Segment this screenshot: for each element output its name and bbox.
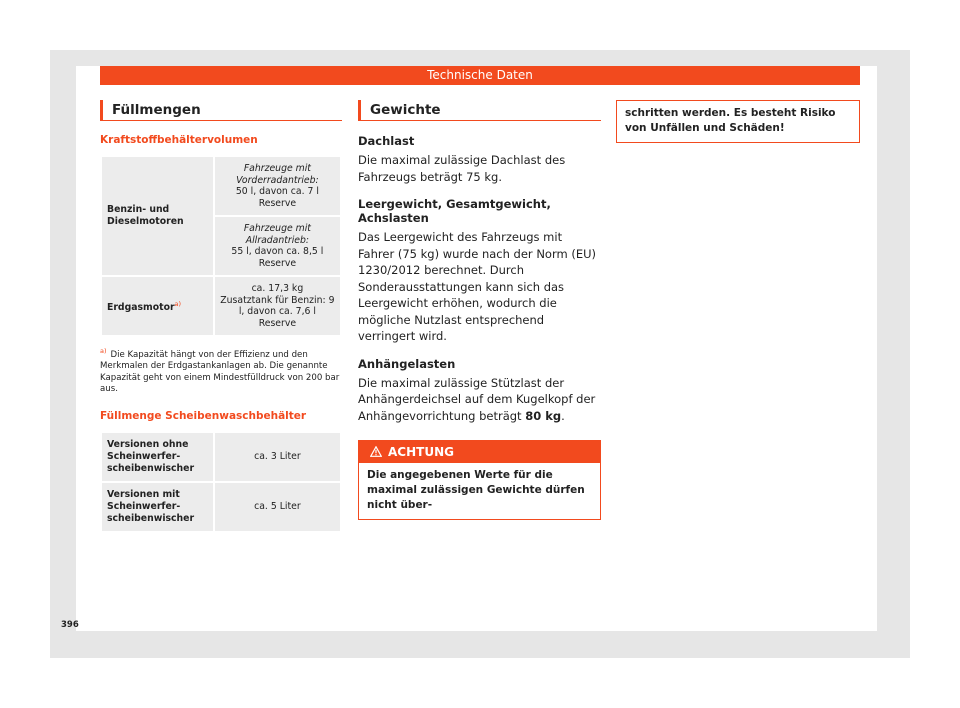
footnote-mark: a) [100,347,107,355]
awd-label: Fahrzeuge mit Allradantrieb: [243,223,311,246]
table-cell-value [214,276,341,336]
table-row [101,482,341,532]
warning-header [359,441,600,463]
table-cell-value [214,156,341,216]
cng-extra: Zusatztank für Benzin: 9 l, davon ca. 7,6 l Reserve [220,294,335,329]
fuel-tank-table [100,155,342,337]
table-cell-label: Benzin- und Dieselmotoren [101,156,214,276]
text-dachlast: Die maximal zulässige Dachlast des Fahrzeugs beträgt 75 kg. [358,153,566,184]
column-fuellmengen [100,100,342,533]
text-anhaengelasten [358,375,601,425]
fwd-label: Fahrzeuge mit Vorderradantrieb: [236,163,319,186]
table-cell-label: Versionen ohne Scheinwerferscheibenwischer [101,432,214,482]
anhaenge-text: Die maximal zulässige Stützlast der Anhängerdeichsel auf dem Kugelkopf der Anhängevorrichtung beträgt [358,375,596,423]
warning-triangle-icon [370,441,382,463]
table-row [101,432,341,482]
subheading-fuel-tank: Kraftstoffbehältervolumen [100,134,258,146]
footnote-ref: a) [174,299,182,308]
warning-text: Die angegebenen Werte für die maximal zulässigen Gewichte dürfen nicht über- [367,469,585,511]
section-title-gewichte: Gewichte [358,100,601,121]
subheading-washer: Füllmenge Scheibenwaschbehälter [100,409,307,422]
table-cell-value [214,216,341,276]
table-row [101,156,341,216]
section-title-fuellmengen: Füllmengen [100,100,342,121]
fwd-value: 50 l, davon ca. 7 l Reserve [235,186,319,209]
awd-value: 55 l, davon ca. 8,5 l Reserve [231,246,324,269]
table-cell-value: ca. 3 Liter [214,432,341,482]
column-gewichte [358,100,601,520]
warning-title: ACHTUNG [388,445,454,459]
table-row [101,276,341,336]
anhaenge-value: 80 kg [525,408,562,423]
page-number: 396 [61,620,79,630]
cng-label: Erdgasmotor [107,302,175,314]
heading-dachlast: Dachlast [358,134,415,148]
table-cell-label [101,276,214,336]
washer-table [100,431,342,533]
footnote-text: Die Kapazität hängt von der Effizienz und den Merkmalen der Erdgastankanlagen ab. Die genannte Kapazität geht von einem Mindestfülldruck von 200 bar aus. [100,349,340,395]
anhaenge-end: . [561,408,565,423]
heading-anhaengelasten: Anhängelasten [358,356,456,371]
table-cell-value: ca. 5 Liter [214,482,341,532]
heading-leergewicht: Leergewicht, Gesamtgewicht, Achslasten [358,197,551,225]
column-right [616,100,860,143]
chapter-header: Technische Daten [100,66,860,85]
table-cell-label: Versionen mit Scheinwerferscheibenwischer [101,482,214,532]
warning-box [358,440,601,520]
text-leergewicht: Das Leergewicht des Fahrzeugs mit Fahrer (75 kg) wurde nach der Norm (EU) 1230/2012 berechnet. Durch Sonderausstattungen kann sich das Leergewicht erhöhen, wodurch die mögliche Nutzlast entsprechend verringert wird. [358,230,596,343]
cng-value: ca. 17,3 kg [251,283,304,294]
warning-continuation: schritten werden. Es besteht Risiko von Unfällen und Schäden! [616,100,860,143]
footnote [100,346,342,396]
